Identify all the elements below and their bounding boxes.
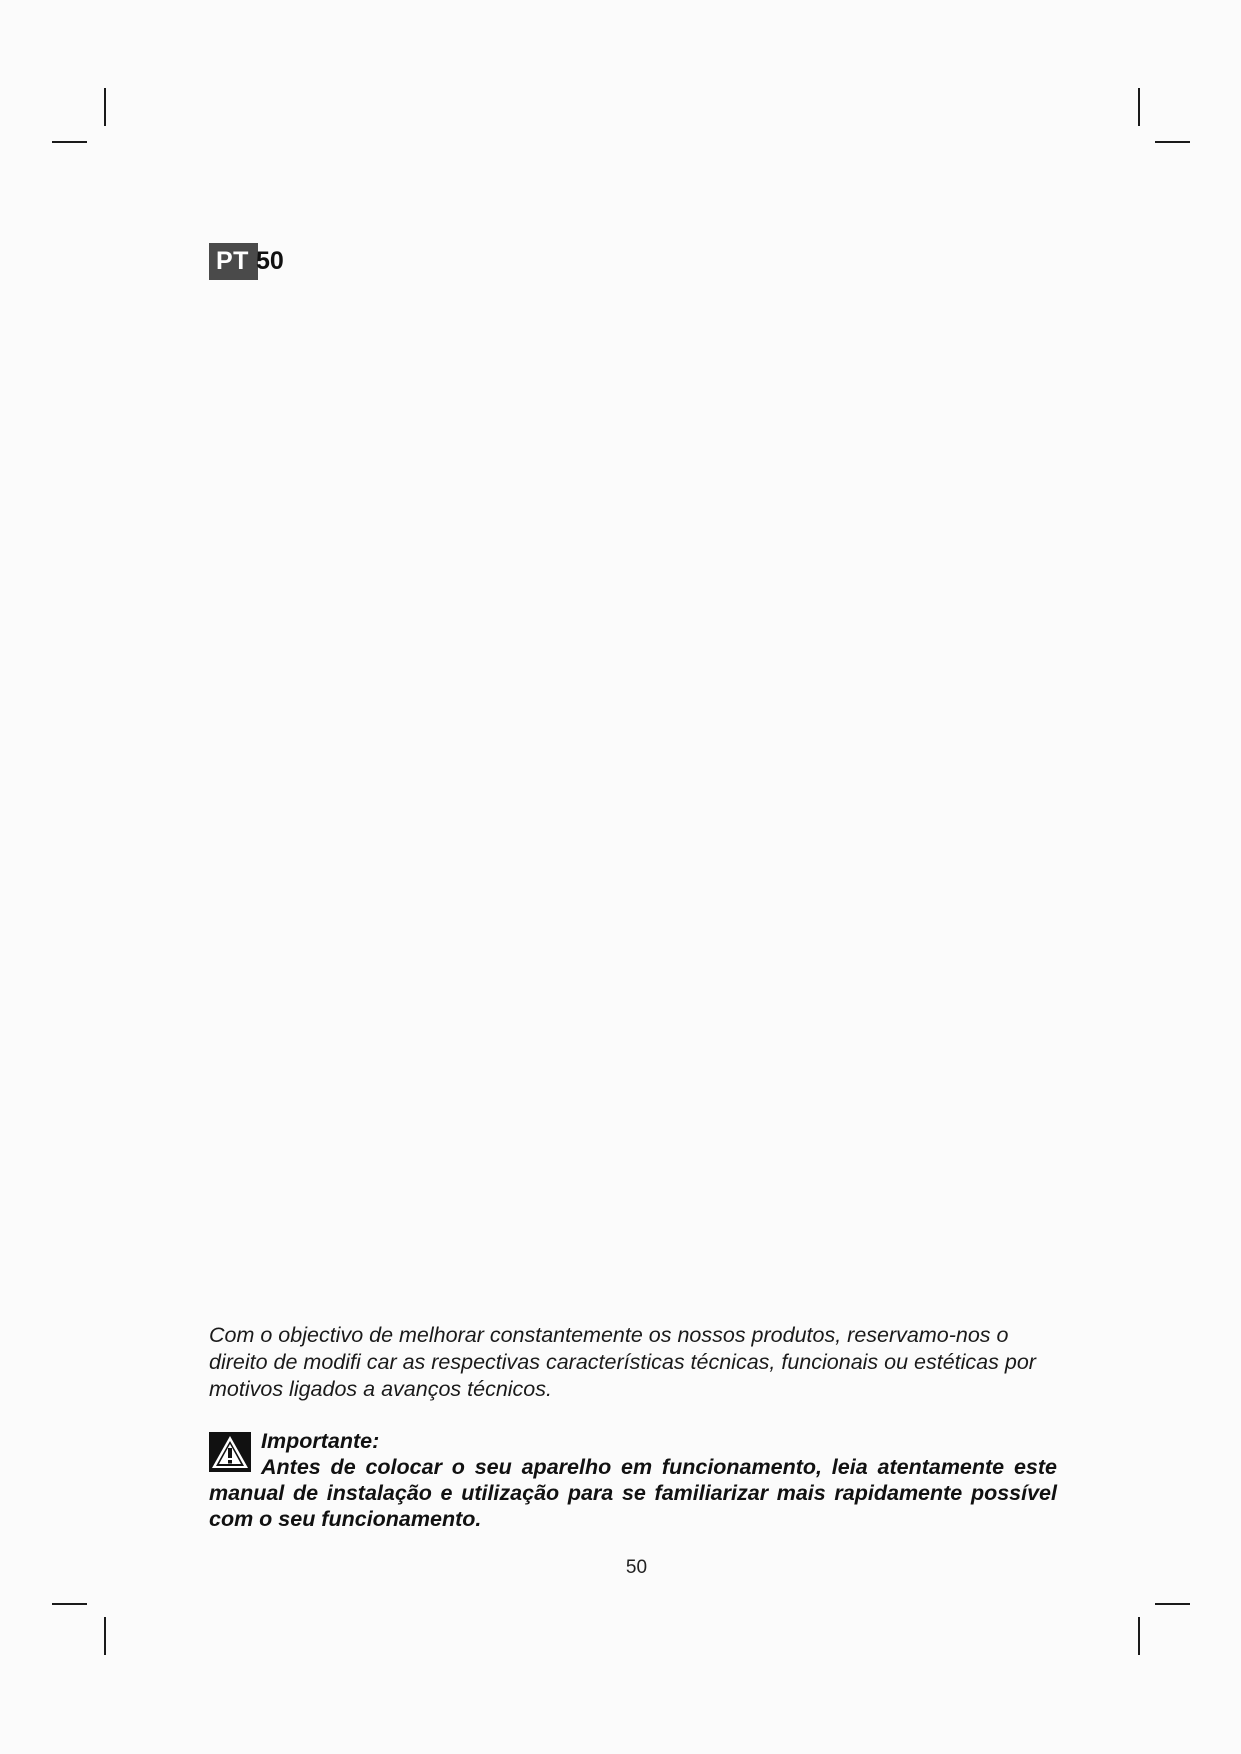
important-body: Antes de colocar o seu aparelho em funcionamento, leia atentamente este manual de instalação e utilização para se familiarizar mais rapidamente possível com o seu funcionamento. [209,1455,1057,1531]
warning-triangle-icon [209,1432,251,1472]
language-badge: PT [209,243,258,280]
page-header [209,243,284,280]
crop-mark-bottom-left-horizontal [52,1603,87,1605]
crop-mark-top-right-horizontal [1155,141,1190,143]
crop-mark-bottom-left-vertical [104,1617,106,1655]
footer-page-number: 50 [625,1557,648,1578]
crop-mark-bottom-right-vertical [1138,1617,1140,1655]
crop-mark-top-left-vertical [104,88,106,126]
important-notice [209,1428,1057,1532]
disclaimer-paragraph: Com o objectivo de melhorar constantemente os nossos produtos, reservamo-nos o direito de modifi car as respectivas características técnicas, funcionais ou estéticas por motivos ligados a avanços técnicos. [209,1323,1036,1401]
crop-mark-bottom-right-horizontal [1155,1603,1190,1605]
crop-mark-top-left-horizontal [52,141,87,143]
crop-mark-top-right-vertical [1138,88,1140,126]
header-page-number: 50 [256,247,284,275]
important-title: Importante: [261,1429,380,1453]
